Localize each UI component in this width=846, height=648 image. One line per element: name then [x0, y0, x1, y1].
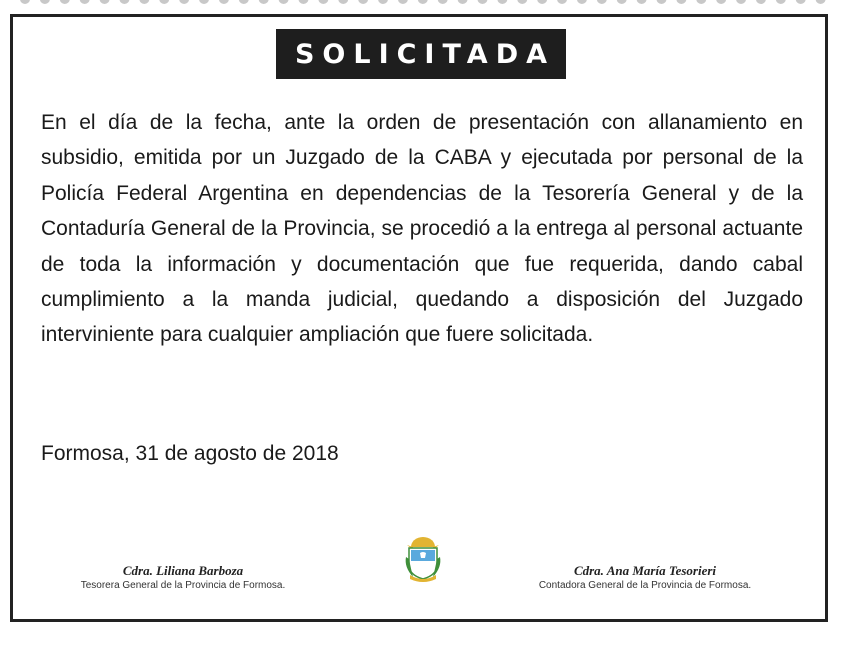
signer-name-left: Cdra. Liliana Barboza [122, 563, 244, 578]
signer-name-right: Cdra. Ana María Tesorieri [573, 563, 717, 578]
notice-body: En el día de la fecha, ante la orden de presentación con allanamiento en subsidio, emitida por un Juzgado de la CABA y ejecutada por personal de la Policía Federal Argentina en dependencias de la Tesorería General y de la Contaduría General de la Provincia, se procedió a la entrega al personal actuante de toda la información y documentación que fue requerida, dando cabal cumplimiento a la manda judicial, quedando a disposición del Juzgado interviniente para cualquier ampliación que fuere solicitada. [41, 111, 803, 347]
notice-frame [10, 14, 828, 622]
notice-date-line: Formosa, 31 de agosto de 2018 [41, 442, 339, 465]
signature-block-right [495, 563, 795, 593]
provincial-coat-of-arms-icon [401, 535, 445, 583]
notice-title: SOLICITADA [276, 29, 566, 79]
signer-role-left: Tesorera General de la Provincia de Formosa. [80, 580, 286, 591]
cropped-previous-content [0, 0, 846, 8]
signature-block-left [33, 563, 333, 593]
signer-role-right: Contadora General de la Provincia de Formosa. [538, 580, 752, 591]
